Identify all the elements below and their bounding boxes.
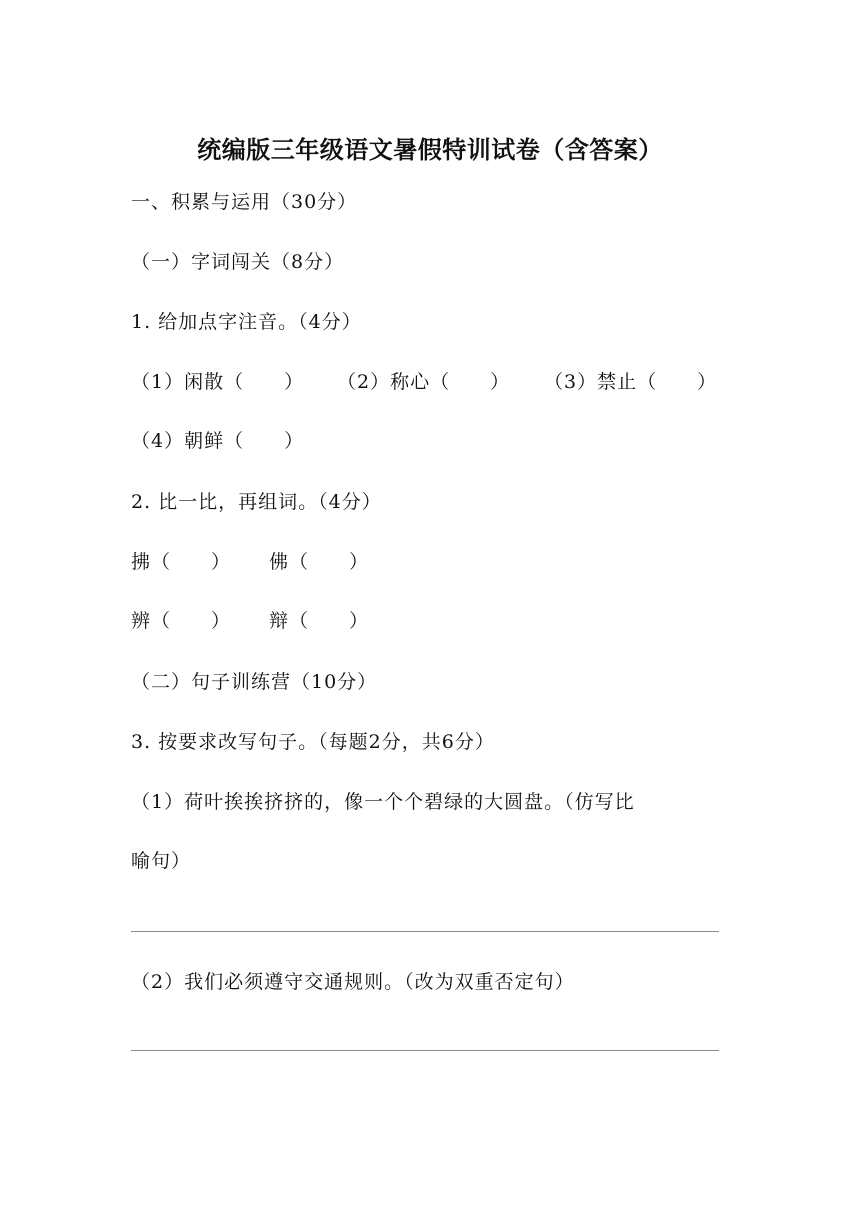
- question-1-item-4: （4）朝鲜（ ）: [131, 430, 305, 452]
- question-1-items-row-2: [131, 421, 731, 461]
- question-3-item-2: （2）我们必须遵守交通规则。（改为双重否定句）: [131, 971, 575, 993]
- question-3-prompt: 3. 按要求改写句子。（每题2分，共6分）: [131, 731, 495, 753]
- answer-line-1[interactable]: [131, 931, 719, 932]
- question-3-item-1-line-2: 喻句）: [131, 850, 192, 872]
- question-1-items-row: [131, 362, 731, 402]
- page-title: 统编版三年级语文暑假特训试卷（含答案）: [197, 136, 663, 164]
- question-2-prompt: 2. 比一比，再组词。（4分）: [131, 491, 382, 513]
- subsection-heading-words: （一）字词闯关（8分）: [131, 251, 345, 273]
- question-2-item-3: 辨（ ）: [131, 610, 232, 632]
- answer-line-2[interactable]: [131, 1050, 719, 1051]
- question-1-item-1: （1）闲散（ ）: [131, 371, 305, 393]
- question-1-item-3: （3）禁止（ ）: [544, 371, 718, 393]
- question-1-prompt: 1. 给加点字注音。（4分）: [131, 311, 362, 333]
- question-2-row-1: [131, 542, 531, 582]
- question-1-item-2: （2）称心（ ）: [337, 371, 511, 393]
- question-2-row-2: [131, 601, 531, 641]
- question-2-item-4: 辩（ ）: [269, 610, 370, 632]
- subsection-heading-sentences: （二）句子训练营（10分）: [131, 671, 378, 693]
- question-2-item-1: 拂（ ）: [131, 551, 232, 573]
- question-3-item-1-line-1: （1）荷叶挨挨挤挤的，像一个个碧绿的大圆盘。（仿写比: [131, 791, 635, 813]
- section-heading-accumulation: 一、积累与运用（30分）: [131, 191, 358, 213]
- question-2-item-2: 佛（ ）: [269, 551, 370, 573]
